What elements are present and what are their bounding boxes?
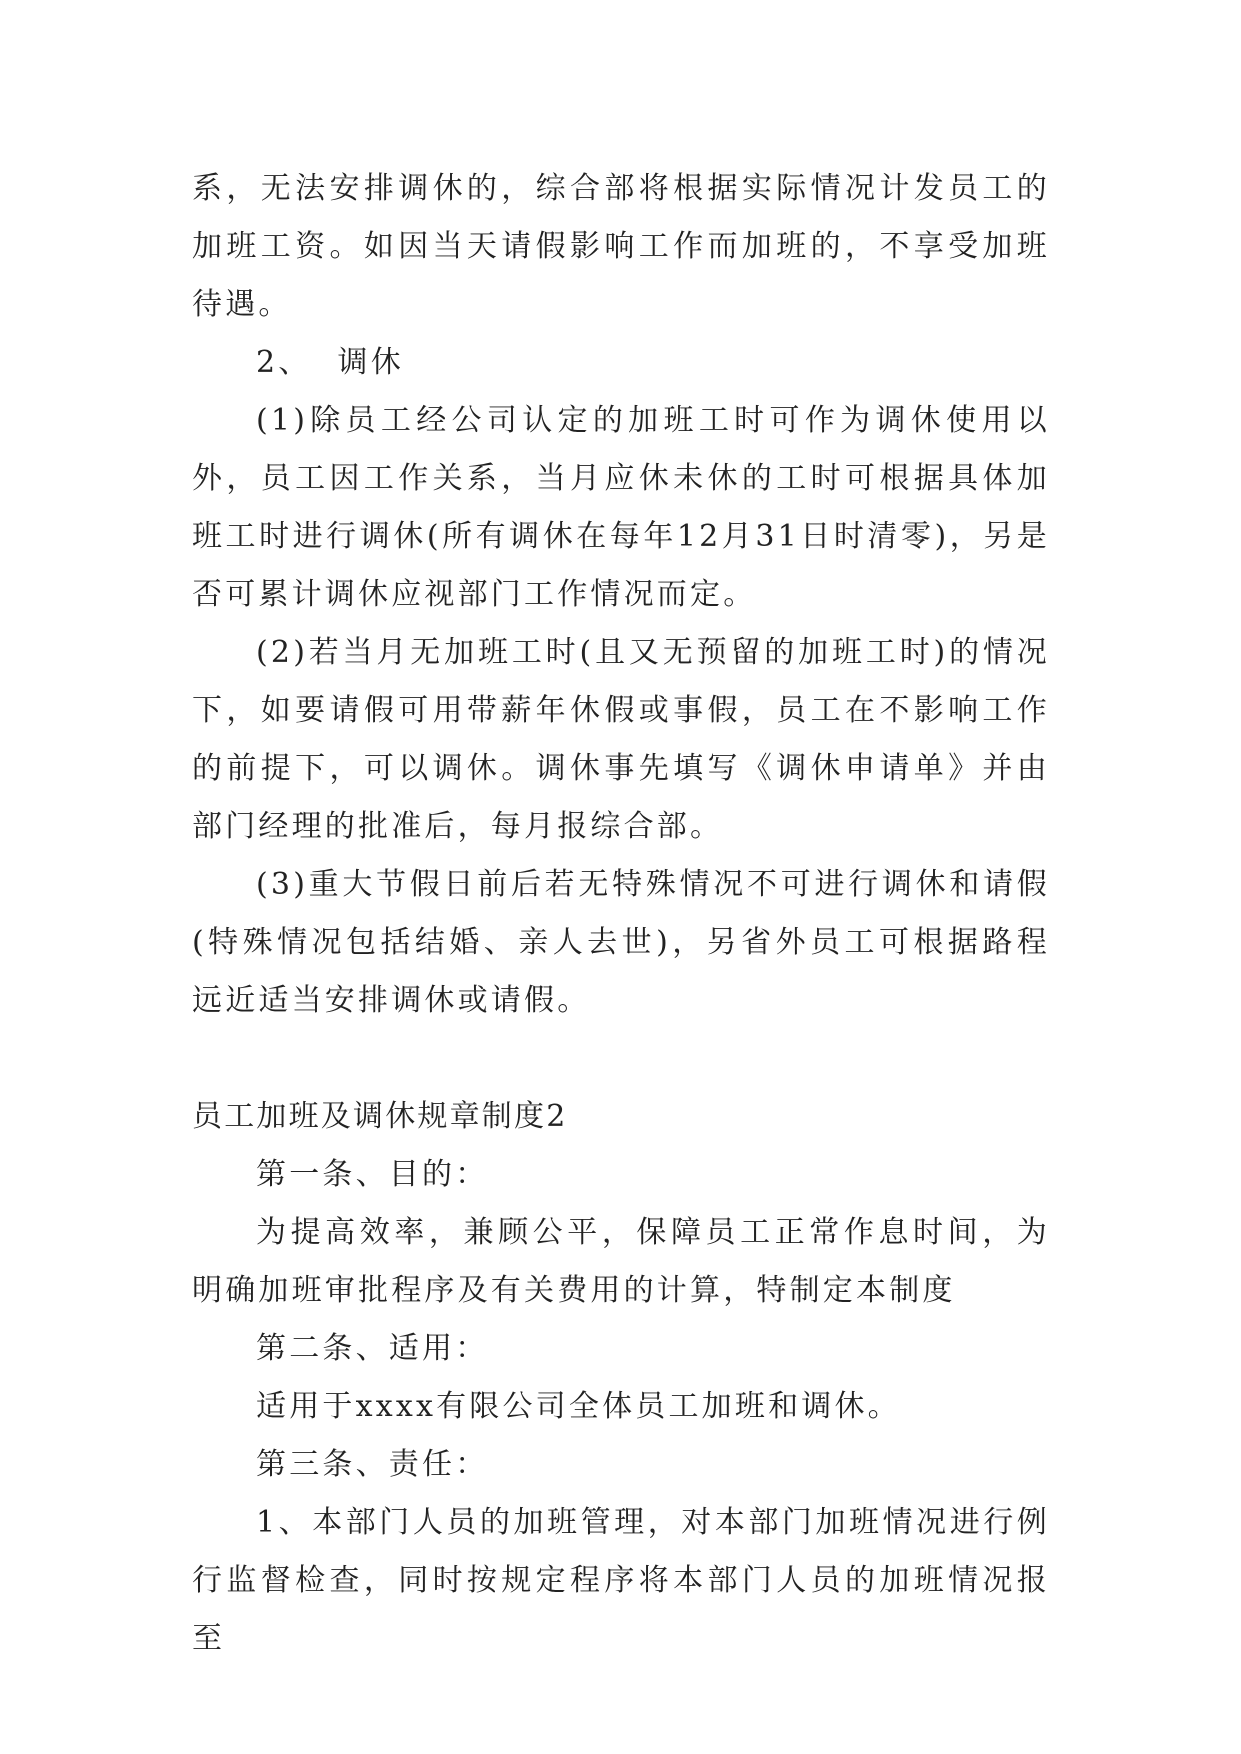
rule-2: (2)若当月无加班工时(且又无预留的加班工时)的情况下，如要请假可用带薪年休假或事假，员工在不影响工作的前提下，可以调休。调休事先填写《调休申请单》并由部门经理的批准后，每月报综合部。 [192,635,1050,844]
section-spacer [192,1030,1050,1088]
rule-3: (3)重大节假日前后若无特殊情况不可进行调休和请假(特殊情况包括结婚、亲人去世)，另省外员工可根据路程远近适当安排调休或请假。 [192,867,1050,1018]
article-2-body: 适用于xxxx有限公司全体员工加班和调休。 [256,1389,901,1424]
section-title: 调休 [337,345,404,380]
rule-1: (1)除员工经公司认定的加班工时可作为调休使用以外，员工因工作关系，当月应休未休的工时可根据具体加班工时进行调休(所有调休在每年12月31日时清零)，另是否可累计调休应视部门工作情况而定。 [192,403,1050,612]
document-title-2: 员工加班及调休规章制度2 [192,1099,568,1134]
article-3-item-1: 1、本部门人员的加班管理，对本部门加班情况进行例行监督检查，同时按规定程序将本部门人员的加班情况报至 [192,1505,1050,1656]
document-body [192,160,1050,1668]
article-3-heading: 第三条、责任： [256,1447,489,1482]
section-heading-2 [192,334,1050,392]
section-number: 2、 [256,345,312,380]
article-1-body: 为提高效率，兼顾公平，保障员工正常作息时间，为明确加班审批程序及有关费用的计算，特制定本制度 [192,1215,1050,1308]
paragraph-overtime-pay: 系，无法安排调休的，综合部将根据实际情况计发员工的加班工资。如因当天请假影响工作而加班的，不享受加班待遇。 [192,171,1050,322]
article-1-heading: 第一条、目的： [256,1157,489,1192]
article-2-heading: 第二条、适用： [256,1331,489,1366]
